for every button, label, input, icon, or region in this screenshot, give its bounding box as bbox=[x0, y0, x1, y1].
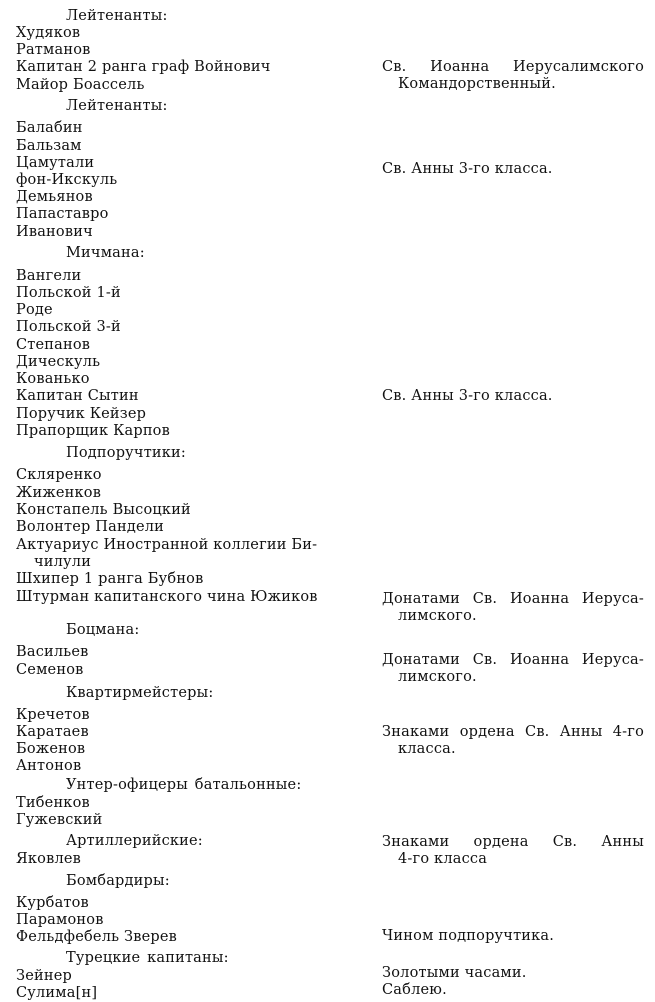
list-item: Майор Боассель bbox=[16, 77, 145, 93]
list-item: Курбатов bbox=[16, 895, 89, 911]
list-item: Польской 1-й bbox=[16, 285, 121, 301]
list-item: Констапель Высоцкий bbox=[16, 502, 191, 518]
award-text: Донатами Св. Иоанна Иеруса- bbox=[382, 652, 644, 668]
list-item: Боженов bbox=[16, 741, 86, 757]
list-item: Скляренко bbox=[16, 467, 102, 483]
list-item: Васильев bbox=[16, 644, 89, 660]
list-item: Папаставро bbox=[16, 206, 109, 222]
award-entry bbox=[382, 591, 644, 625]
award-text-continuation: Командорственный. bbox=[398, 76, 556, 92]
list-item: Худяков bbox=[16, 25, 81, 41]
list-item: Парамонов bbox=[16, 912, 104, 928]
section-heading: Лейтенанты: bbox=[66, 8, 168, 24]
list-item: Дическуль bbox=[16, 354, 101, 370]
list-item: Капитан Сытин bbox=[16, 388, 139, 404]
section-heading: Боцмана: bbox=[66, 622, 140, 638]
award-text: Знаками ордена Св. Анны bbox=[382, 834, 644, 850]
list-item: Иванович bbox=[16, 224, 93, 240]
award-text-continuation: 4-го класса bbox=[398, 851, 488, 867]
section-heading: Подпоручтики: bbox=[66, 445, 186, 461]
list-item: Антонов bbox=[16, 758, 82, 774]
section-heading: Квартирмейстеры: bbox=[66, 685, 214, 701]
award-text: Св. Иоанна Иерусалимского bbox=[382, 59, 644, 75]
award-entry bbox=[382, 388, 644, 405]
list-item: Балабин bbox=[16, 120, 83, 136]
list-item: Демьянов bbox=[16, 189, 93, 205]
list-item: Роде bbox=[16, 302, 53, 318]
section-heading: Лейтенанты: bbox=[66, 98, 168, 114]
award-entry bbox=[382, 982, 644, 999]
list-item: Кречетов bbox=[16, 707, 90, 723]
list-item: Фельдфебель Зверев bbox=[16, 929, 178, 945]
list-item: Яковлев bbox=[16, 851, 82, 867]
list-item: Поручик Кейзер bbox=[16, 406, 147, 422]
list-item: Кованько bbox=[16, 371, 90, 387]
list-item: Актуариус Иностранной коллегии Би- bbox=[16, 537, 318, 553]
section-heading: Артиллерийские: bbox=[66, 833, 203, 849]
award-entry bbox=[382, 652, 644, 686]
list-item: Зейнер bbox=[16, 968, 73, 984]
award-entry bbox=[382, 724, 644, 758]
award-text: Св. Анны 3-го класса. bbox=[382, 161, 553, 177]
award-entry bbox=[382, 965, 644, 982]
list-item: Штурман капитанского чина Южиков bbox=[16, 589, 318, 605]
list-item: Тибенков bbox=[16, 795, 90, 811]
award-text: Саблею. bbox=[382, 982, 447, 998]
list-item: Капитан 2 ранга граф Войнович bbox=[16, 59, 271, 75]
list-item: Гужевский bbox=[16, 812, 103, 828]
award-text-continuation: лимского. bbox=[398, 608, 477, 624]
list-item: фон-Икскуль bbox=[16, 172, 118, 188]
award-entry bbox=[382, 161, 644, 178]
award-entry bbox=[382, 59, 644, 93]
award-entry bbox=[382, 834, 644, 868]
list-item: Степанов bbox=[16, 337, 91, 353]
award-text: Донатами Св. Иоанна Иеруса- bbox=[382, 591, 644, 607]
section-heading: Унтер-офицеры батальонные: bbox=[66, 777, 302, 793]
list-item: чилули bbox=[34, 554, 92, 570]
list-item: Шхипер 1 ранга Бубнов bbox=[16, 571, 204, 587]
list-item: Ратманов bbox=[16, 42, 91, 58]
list-item: Сулима[н] bbox=[16, 985, 98, 1001]
list-item: Семенов bbox=[16, 662, 84, 678]
award-text: Знаками ордена Св. Анны 4-го bbox=[382, 724, 644, 740]
list-item: Прапорщик Карпов bbox=[16, 423, 170, 439]
section-heading: Мичмана: bbox=[66, 245, 145, 261]
list-item: Каратаев bbox=[16, 724, 89, 740]
list-item: Польской 3-й bbox=[16, 319, 121, 335]
award-entry bbox=[382, 928, 644, 945]
list-item: Жиженков bbox=[16, 485, 102, 501]
list-item: Вангели bbox=[16, 268, 82, 284]
award-text: Золотыми часами. bbox=[382, 965, 527, 981]
award-text: Чином подпоручтика. bbox=[382, 928, 555, 944]
award-text: Св. Анны 3-го класса. bbox=[382, 388, 553, 404]
award-text-continuation: лимского. bbox=[398, 669, 477, 685]
list-item: Бальзам bbox=[16, 138, 82, 154]
section-heading: Бомбардиры: bbox=[66, 873, 170, 889]
list-item: Волонтер Пандели bbox=[16, 519, 165, 535]
award-text-continuation: класса. bbox=[398, 741, 456, 757]
list-item: Цамутали bbox=[16, 155, 95, 171]
section-heading: Турецкие капитаны: bbox=[66, 950, 229, 966]
